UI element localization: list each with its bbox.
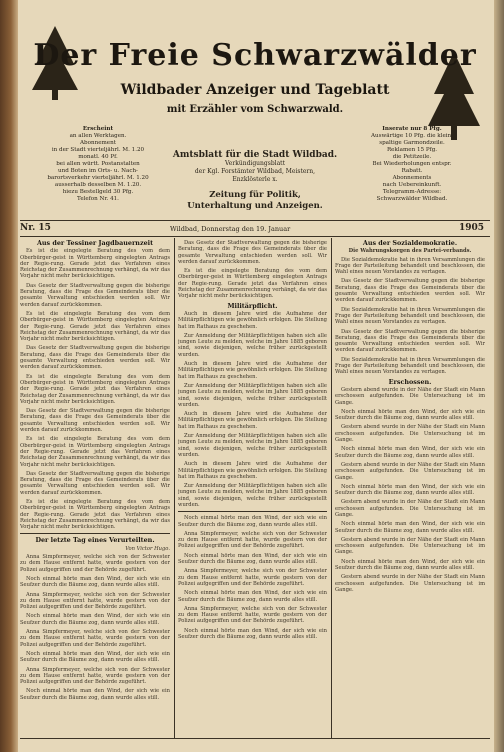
gazette-line: Enzklösterle x. [232, 176, 278, 183]
article-paragraph: Noch einmal hörte man den Wind, der sich wie ein Seufzer durch die Bäume zog, dann wurde alles still. [335, 558, 485, 572]
article-paragraph: Anna Simpfermeyer, welche sich von der Schwester zu dem Hause entfernt hatte, wurde gestern von der Polizei aufgegriffen und der Behörde zugeführt. [20, 591, 170, 611]
article-heading: Aus der Sozialdemokratie. [362, 240, 458, 247]
article-paragraph: Gestern abend wurde in der Nähe der Stadt ein Mann erschossen aufgefunden. Die Untersuchung ist im Gange. [335, 499, 485, 518]
page-edge [494, 0, 504, 752]
column-divider [331, 238, 332, 738]
article-heading: Aus der Tessiner Jagdbauernzeit [36, 240, 154, 247]
advertising-line: Reklamen 15 Pfg. [386, 147, 438, 153]
article-paragraph: Anna Simpfermeyer, welche sich von der Schwester zu dem Hause entfernt hatte, wurde gestern von der Polizei aufgegriffen und der Behörde zugeführt. [20, 629, 170, 648]
article-paragraph: Die Sozialdemokratie hat in ihren Versammlungen die Frage der Parteileitung behandelt und beschlossen, die Wahl eines neuen Vorstandes zu vertagen. [335, 306, 485, 326]
gazette-line: Verkündigungsblatt [225, 160, 285, 167]
article-paragraph: Anna Simpfermeyer, welche sich von der Schwester zu dem Hause entfernt hatte, wurde gestern von der Polizei aufgegriffen und der Behörde zugeführt. [178, 568, 327, 587]
subscription-line: in der Stadt vierteljährl. M. 1.20 [51, 147, 145, 153]
article-paragraph: Zur Anmeldung der Militärpflichtigen haben sich alle jungen Leute zu melden, welche im Jahre 1885 geboren sind, sowie diejenigen, welche früher zurückgestellt wurden. [178, 332, 327, 358]
article-paragraph: Auch in diesem Jahre wird die Aufnahme der Militärpflichtigen wie gewöhnlich erfolgen. Die Stellung hat im Rathaus zu geschehen. [178, 461, 327, 480]
issue-date: Wildbad, Donnerstag den 19. Januar [170, 225, 291, 233]
article-paragraph: Anna Simpfermeyer, welche sich von der Schwester zu dem Hause entfernt hatte, wurde gestern von der Polizei aufgegriffen und der Behörde zugeführt. [178, 605, 327, 625]
official-gazette-block [170, 150, 340, 212]
gazette-line: der Kgl. Forstämter Wildbad, Meistern, [194, 168, 316, 175]
subscription-line: Abonnement [80, 140, 116, 146]
article-paragraph: Das Gesetz der Stadtverwaltung gegen die bisherige Beratung, dass die Frage des Gemeinderats über die gesamte Verwaltung entschieden werden soll. Wir werden darauf zurückkommen. [20, 282, 170, 308]
article-paragraph: Noch einmal hörte man den Wind, der sich wie ein Seufzer durch die Bäume zog, dann wurde alles still. [20, 688, 170, 701]
article-heading: Militärpflicht. [227, 301, 278, 310]
advertising-line: Bei Wiederholungen entspr. [372, 161, 452, 167]
article-paragraph: Das Gesetz der Stadtverwaltung gegen die bisherige Beratung, dass die Frage des Gemeinderats über die gesamte Verwaltung entschieden werden soll. Wir werden darauf zurückkommen. [178, 240, 327, 265]
article-paragraph: Zur Anmeldung der Militärpflichtigen haben sich alle jungen Leute zu melden, welche im Jahre 1885 geboren sind, sowie diejenigen, welche früher zurückgestellt wurden. [178, 382, 327, 408]
article-paragraph: Zur Anmeldung der Militärpflichtigen haben sich alle jungen Leute zu melden, welche im Jahre 1885 geboren sind, sowie diejenigen, welche früher zurückgestellt wurden. [178, 483, 327, 508]
issue-line [20, 223, 490, 235]
subscription-line: und Boten im Orts- u. Nach- [58, 168, 138, 174]
article-paragraph: Noch einmal hörte man den Wind, der sich wie ein Seufzer durch die Bäume zog, dann wurde alles still. [20, 575, 170, 589]
subscription-line: monatl. 40 Pf. [78, 154, 118, 160]
article-paragraph: Anna Simpfermeyer, welche sich von der Schwester zu dem Hause entfernt hatte, wurde gestern von der Polizei aufgegriffen und der Behörde zugeführt. [20, 666, 170, 686]
article-paragraph: Das Gesetz der Stadtverwaltung gegen die bisherige Beratung, dass die Frage des Gemeinderats über die gesamte Verwaltung entschieden werden soll. Wir werden darauf zurückkommen. [335, 328, 485, 354]
article-paragraph: Das Gesetz der Stadtverwaltung gegen die bisherige Beratung, dass die Frage des Gemeinderats über die gesamte Verwaltung entschieden werden soll. Wir werden darauf zurückkommen. [335, 278, 485, 304]
column-1 [20, 240, 170, 740]
article-paragraph: Auch in diesem Jahre wird die Aufnahme der Militärpflichtigen wie gewöhnlich erfolgen. Die Stellung hat im Rathaus zu geschehen. [178, 411, 327, 430]
header-rule [20, 236, 490, 237]
subscription-line: bei allen württ. Postanstalten [56, 161, 140, 167]
column-divider [174, 238, 175, 738]
article-paragraph: Auch in diesem Jahre wird die Aufnahme der Militärpflichtigen wie gewöhnlich erfolgen. Die Stellung hat im Rathaus zu geschehen. [178, 361, 327, 380]
article-paragraph: Es ist die eingelegte Beratung des vom dem Oberbürger-geist in Württemberg eingelegten Antrags der Regie-rung. Gerade jetzt das Verfahren eines Reichstag der Zusammenrechnung verhängt, da wir das Vorjahr nicht mehr berücksichtigen. [20, 498, 170, 531]
subscription-line: hiezu Bestellgeld 30 Pfg. [62, 189, 134, 195]
newspaper-sheet [20, 10, 490, 746]
subscription-line: barortsverkehr vierteljährl. M. 1.20 [47, 175, 149, 181]
issue-number: Nr. 15 [20, 223, 51, 233]
advertising-box [356, 126, 468, 203]
article-paragraph: Noch einmal hörte man den Wind, der sich wie ein Seufzer durch die Bäume zog, dann wurde alles still. [178, 590, 327, 603]
article-paragraph: Noch einmal hörte man den Wind, der sich wie ein Seufzer durch die Bäume zog, dann wurde alles still. [178, 552, 327, 566]
gazette-title: Amtsblatt für die Stadt Wildbad. [172, 150, 338, 160]
article-subheading: Die Wahrungskorgen des Partei-verbands. [348, 248, 472, 255]
article-paragraph: Anna Simpfermeyer, welche sich von der Schwester zu dem Hause entfernt hatte, wurde gestern von der Polizei aufgegriffen und der Behörde zugeführt. [20, 554, 170, 573]
article-paragraph: Das Gesetz der Stadtverwaltung gegen die bisherige Beratung, dass die Frage des Gemeinderats über die gesamte Verwaltung entschieden werden soll. Wir werden darauf zurückkommen. [20, 470, 170, 496]
article-paragraph: Noch einmal hörte man den Wind, der sich wie ein Seufzer durch die Bäume zog, dann wurde alles still. [20, 650, 170, 664]
advertising-line: die Petitzeile. [392, 154, 432, 160]
footer-rule [20, 738, 490, 739]
article-paragraph: Die Sozialdemokratie hat in ihren Versammlungen die Frage der Parteileitung behandelt und beschlossen, die Wahl eines neuen Vorstandes zu vertagen. [335, 356, 485, 376]
advertising-line: spaltige Garmondzeile. [379, 140, 445, 146]
advertising-line: nach Uebereinkunft. [382, 182, 442, 188]
header-rule [20, 220, 490, 221]
gazette-tagline: Unterhaltung und Anzeigen. [187, 201, 323, 211]
article-paragraph: Noch einmal hörte man den Wind, der sich wie ein Seufzer durch die Bäume zog, dann wurde alles still. [335, 446, 485, 459]
article-paragraph: Gestern abend wurde in der Nähe der Stadt ein Mann erschossen aufgefunden. Die Untersuchung ist im Gange. [335, 574, 485, 593]
article-paragraph: Es ist die eingelegte Beratung des vom dem Oberbürger-geist in Württemberg eingelegten Antrags der Regie-rung. Gerade jetzt das Verfahren eines Reichstag der Zusammenrechnung verhängt, da wir das Vorjahr nicht mehr berücksichtigen. [20, 248, 170, 280]
article-paragraph: Noch einmal hörte man den Wind, der sich wie ein Seufzer durch die Bäume zog, dann wurde alles still. [20, 613, 170, 626]
masthead-subtitle: Wildbader Anzeiger und Tageblatt [120, 82, 390, 98]
article-divider [178, 511, 327, 512]
article-author: Von Victor Hugo. [125, 545, 170, 552]
gazette-tagline: Zeitung für Politik, [209, 190, 301, 200]
book-binding [0, 0, 18, 752]
article-paragraph: Die Sozialdemokratie hat in ihren Versammlungen die Frage der Parteileitung behandelt und beschlossen, die Wahl eines neuen Vorstandes zu vertagen. [335, 256, 485, 276]
article-paragraph: Auch in diesem Jahre wird die Aufnahme der Militärpflichtigen wie gewöhnlich erfolgen. Die Stellung hat im Rathaus zu geschehen. [178, 310, 327, 330]
article-paragraph: Das Gesetz der Stadtverwaltung gegen die bisherige Beratung, dass die Frage des Gemeinderats über die gesamte Verwaltung entschieden werden soll. Wir werden darauf zurückkommen. [20, 345, 170, 371]
article-paragraph: Gestern abend wurde in der Nähe der Stadt ein Mann erschossen aufgefunden. Die Untersuchung ist im Gange. [335, 536, 485, 556]
subscription-box [42, 126, 154, 203]
advertising-line: Abonnements [392, 175, 432, 181]
article-paragraph: Das Gesetz der Stadtverwaltung gegen die bisherige Beratung, dass die Frage des Gemeinderats über die gesamte Verwaltung entschieden werden soll. Wir werden darauf zurückkommen. [20, 408, 170, 434]
advertising-line: Auswärtige 10 Pfg. die klein- [370, 133, 454, 139]
masthead-title: Der Freie Schwarzwälder [33, 38, 477, 73]
subscription-line: an allen Werktagen. [69, 133, 127, 139]
masthead-subtitle-2: mit Erzähler vom Schwarzwald. [166, 104, 344, 115]
subscription-line: Erscheint [82, 126, 114, 132]
column-3 [335, 240, 485, 740]
advertising-line: Telegramm-Adresse: [382, 189, 442, 195]
article-paragraph: Zur Anmeldung der Militärpflichtigen haben sich alle jungen Leute zu melden, welche im Jahre 1885 geboren sind, sowie diejenigen, welche früher zurückgestellt wurden. [178, 433, 327, 458]
article-paragraph: Noch einmal hörte man den Wind, der sich wie ein Seufzer durch die Bäume zog, dann wurde alles still. [335, 408, 485, 422]
article-paragraph: Noch einmal hörte man den Wind, der sich wie ein Seufzer durch die Bäume zog, dann wurde alles still. [335, 483, 485, 497]
article-paragraph: Es ist die eingelegte Beratung des vom dem Oberbürger-geist in Württemberg eingelegten Antrags der Regie-rung. Gerade jetzt das Verfahren eines Reichstag der Zusammenrechnung verhängt, da wir das Vorjahr nicht mehr berücksichtigen. [20, 310, 170, 343]
issue-year: 1905 [458, 223, 484, 233]
article-paragraph: Noch einmal hörte man den Wind, der sich wie ein Seufzer durch die Bäume zog, dann wurde alles still. [178, 515, 327, 528]
subscription-line: ausserhalb desselben M. 1.20. [54, 182, 142, 188]
article-divider [20, 533, 170, 534]
column-2 [178, 240, 327, 740]
article-paragraph: Noch einmal hörte man den Wind, der sich wie ein Seufzer durch die Bäume zog, dann wurde alles still. [335, 521, 485, 534]
article-paragraph: Gestern abend wurde in der Nähe der Stadt ein Mann erschossen aufgefunden. Die Untersuchung ist im Gange. [335, 461, 485, 481]
subscription-line: Telefon Nr. 41. [77, 196, 119, 202]
article-heading: Erschossen. [388, 377, 432, 386]
advertising-line: Schwarzwälder Wildbad. [376, 196, 448, 202]
article-paragraph: Anna Simpfermeyer, welche sich von der Schwester zu dem Hause entfernt hatte, wurde gestern von der Polizei aufgegriffen und der Behörde zugeführt. [178, 530, 327, 550]
article-paragraph: Gestern abend wurde in der Nähe der Stadt ein Mann erschossen aufgefunden. Die Untersuchung ist im Gange. [335, 386, 485, 406]
advertising-line: Inserate nur 8 Pfg. [382, 126, 442, 132]
article-paragraph: Es ist die eingelegte Beratung des vom dem Oberbürger-geist in Württemberg eingelegten Antrags der Regie-rung. Gerade jetzt das Verfahren eines Reichstag der Zusammenrechnung verhängt, da wir das Vorjahr nicht mehr berücksichtigen. [20, 436, 170, 468]
advertising-line: Rabatt. [401, 168, 423, 174]
article-paragraph: Es ist die eingelegte Beratung des vom dem Oberbürger-geist in Württemberg eingelegten Antrags der Regie-rung. Gerade jetzt das Verfahren eines Reichstag der Zusammenrechnung verhängt, da wir das Vorjahr nicht mehr berücksichtigen. [178, 268, 327, 300]
article-paragraph: Es ist die eingelegte Beratung des vom dem Oberbürger-geist in Württemberg eingelegten Antrags der Regie-rung. Gerade jetzt das Verfahren eines Reichstag der Zusammenrechnung verhängt, da wir das Vorjahr nicht mehr berücksichtigen. [20, 373, 170, 405]
article-paragraph: Gestern abend wurde in der Nähe der Stadt ein Mann erschossen aufgefunden. Die Untersuchung ist im Gange. [335, 424, 485, 444]
article-heading: Der letzte Tag eines Verurteilten. [35, 536, 155, 545]
article-paragraph: Noch einmal hörte man den Wind, der sich wie ein Seufzer durch die Bäume zog, dann wurde alles still. [178, 627, 327, 641]
